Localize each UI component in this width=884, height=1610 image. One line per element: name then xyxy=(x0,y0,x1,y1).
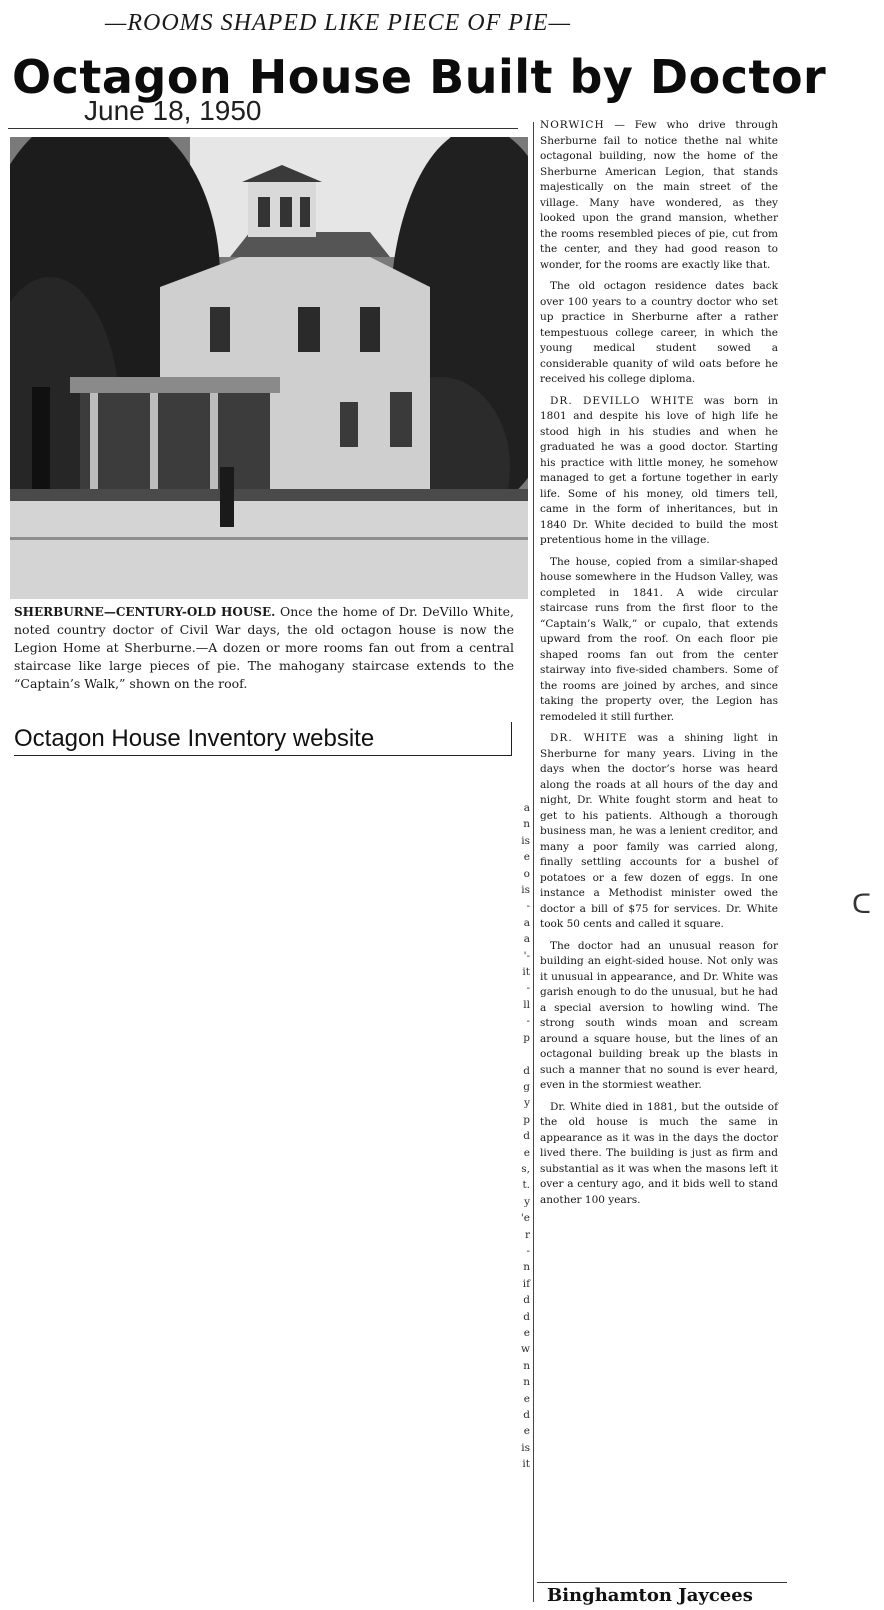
fragment-line: is xyxy=(521,884,530,897)
caption-body: Once the home of Dr. DeVillo White, noted country doctor of Civil War days, the old octagon house is now the Legion Home at Sherburne.—A dozen or more rooms fan out from a central staircase like large pieces of pie. The mahogany staircase extends to the “Captain’s Walk,” shown on the roof. xyxy=(14,604,515,691)
fragment-line xyxy=(510,1046,530,1062)
fragment-line: it xyxy=(522,966,530,979)
fragment-line: d xyxy=(523,1064,530,1077)
top-rule xyxy=(8,128,518,129)
paragraph-text: was born in 1801 and despite his love of high life he stood high in his studies and when he graduated he was a good doctor. Starting his practice with little money, he somehow managed to get a fortune together in early life. Some of his money, old timers tell, came in the form of inheritances, but in 1840 Dr. White decided to build the most pretentious home in the village. xyxy=(540,394,778,546)
fragment-line: d xyxy=(523,1294,530,1307)
paragraph-text: The old octagon residence dates back over 100 years to a country doctor who set up practice in Sherburne after a rather tempestuous college career, in which the young medical student sowed a considerable quanity of wild oats before he received his college diploma. xyxy=(540,280,778,385)
fragment-line: d xyxy=(523,1130,530,1143)
fragment-line: d xyxy=(523,1409,530,1422)
paragraph-text: Dr. White died in 1881, but the outside of the old house is much the same in appearance as it was in the days the doctor lived there. The building is just as firm and substantial as it was when the masons left it over a century ago, and it bids well to stand another 100 years. xyxy=(540,1100,778,1206)
fragment-line: n xyxy=(523,1376,530,1389)
date-stamp: June 18, 1950 xyxy=(84,95,262,126)
article-paragraph xyxy=(540,1100,778,1209)
fragment-line: it xyxy=(522,1458,530,1471)
fragment-line: e xyxy=(523,851,530,864)
fragment-line: if xyxy=(522,1277,530,1290)
margin-mark: ᑕ xyxy=(852,890,871,920)
house-photo xyxy=(10,137,528,599)
source-label: Octagon House Inventory website xyxy=(14,722,512,756)
paragraph-text: The house, copied from a similar-shaped house somewhere in the Hudson Valley, was completed in 1841. A wide circular staircase runs from the first floor to the “Captain’s Walk,” or cupalo, that extends upward from the roof. On each floor pie shaped rooms fan out from the center stairway into five-sided chambers. Some of the rooms are joined by arches, and since taking the property over, the Legion has remodeled it still further. xyxy=(540,555,778,723)
fragment-line: s, xyxy=(521,1162,530,1175)
fragment-line: e xyxy=(523,1146,530,1159)
adjacent-column-fragment xyxy=(510,800,530,1473)
fragment-line: a xyxy=(523,802,530,814)
fragment-line: ll xyxy=(523,998,530,1011)
fragment-line: d xyxy=(523,1310,530,1323)
fragment-line: 'e xyxy=(520,1212,530,1225)
fragment-line: e xyxy=(523,1425,530,1438)
fragment-line: e xyxy=(523,1327,530,1339)
signoff-credit: Binghamton Jaycees xyxy=(537,1582,787,1609)
article-paragraph xyxy=(540,555,778,726)
article-paragraph xyxy=(540,118,778,273)
kicker-headline: —ROOMS SHAPED LIKE PIECE OF PIE— xyxy=(105,10,571,36)
article-paragraph xyxy=(540,279,778,388)
paragraph-text: — Few who drive through Sherburne fail to notice thethe nal white octagonal building, now the home of the Sherburne American Legion, that stands majestically on the main street of the village. Many have wondered, as they looked upon the grand mansion, whether the rooms resembled pieces of pie, cut from the center, and they had good reason to wonder, for the rooms are exactly like that. xyxy=(540,119,778,271)
column-rule xyxy=(533,122,534,1602)
fragment-line: y xyxy=(524,1097,530,1110)
fragment-line: '- xyxy=(523,949,530,962)
fragment-line: p xyxy=(523,1113,530,1126)
fragment-line: - xyxy=(526,900,530,913)
fragment-line: - xyxy=(526,982,530,995)
main-headline: Octagon House Built by Doctor xyxy=(12,50,827,104)
fragment-line: y xyxy=(524,1195,530,1208)
fragment-line: a xyxy=(523,933,530,946)
paragraph-text: was a shining light in Sherburne for many years. Living in the days when the doctor’s horse was heard along the roads at all hours of the day and night, Dr. White fought storm and heat to get to his patients. Although a thorough business man, he was a lenient creditor, and many a poor family was carried along, finally settling accounts for a bushel of potatoes or a few dozen of eggs. In one instance a Methodist minister owed the doctor a bill of $75 for services. Dr. White took 50 cents and called it square. xyxy=(540,732,778,930)
fragment-line: - xyxy=(526,1015,530,1028)
fragment-line: r xyxy=(524,1228,530,1241)
paragraph-lead: DR. DEVILLO WHITE xyxy=(550,394,695,407)
fragment-line: is xyxy=(521,834,530,847)
fragment-line: t. xyxy=(522,1179,530,1192)
paragraph-text: The doctor had an unusual reason for building an eight-sided house. Not only was it unusual in appearance, and Dr. White was garish enough to do the unusual, but he had a special aversion to howling wind. The strong south winds moan and scream around a square house, but the lines of an octagonal building break up the blasts in such a manner that no sound is ever heard, even in the stormiest weather. xyxy=(540,939,778,1091)
photo-caption xyxy=(14,603,514,693)
fragment-line: is xyxy=(521,1441,530,1454)
paragraph-lead: DR. WHITE xyxy=(550,732,628,744)
fragment-line: a xyxy=(523,916,530,929)
fragment-line: - xyxy=(526,1244,530,1257)
fragment-line: g xyxy=(523,1080,530,1093)
article-paragraph xyxy=(540,394,778,549)
fragment-line: p xyxy=(523,1031,530,1044)
fragment-line: n xyxy=(523,1359,530,1372)
fragment-line: n xyxy=(523,818,530,831)
fragment-line: e xyxy=(523,1392,530,1405)
fragment-line: n xyxy=(523,1261,530,1274)
article-paragraph xyxy=(540,939,778,1094)
paragraph-lead: NORWICH xyxy=(540,119,605,131)
article-paragraph xyxy=(540,731,778,933)
house-photo-illustration xyxy=(10,137,528,599)
article-body xyxy=(540,118,778,1214)
fragment-line: o xyxy=(523,867,530,880)
fragment-line: w xyxy=(521,1343,530,1356)
caption-lead: SHERBURNE—CENTURY-OLD HOUSE. xyxy=(14,605,276,619)
